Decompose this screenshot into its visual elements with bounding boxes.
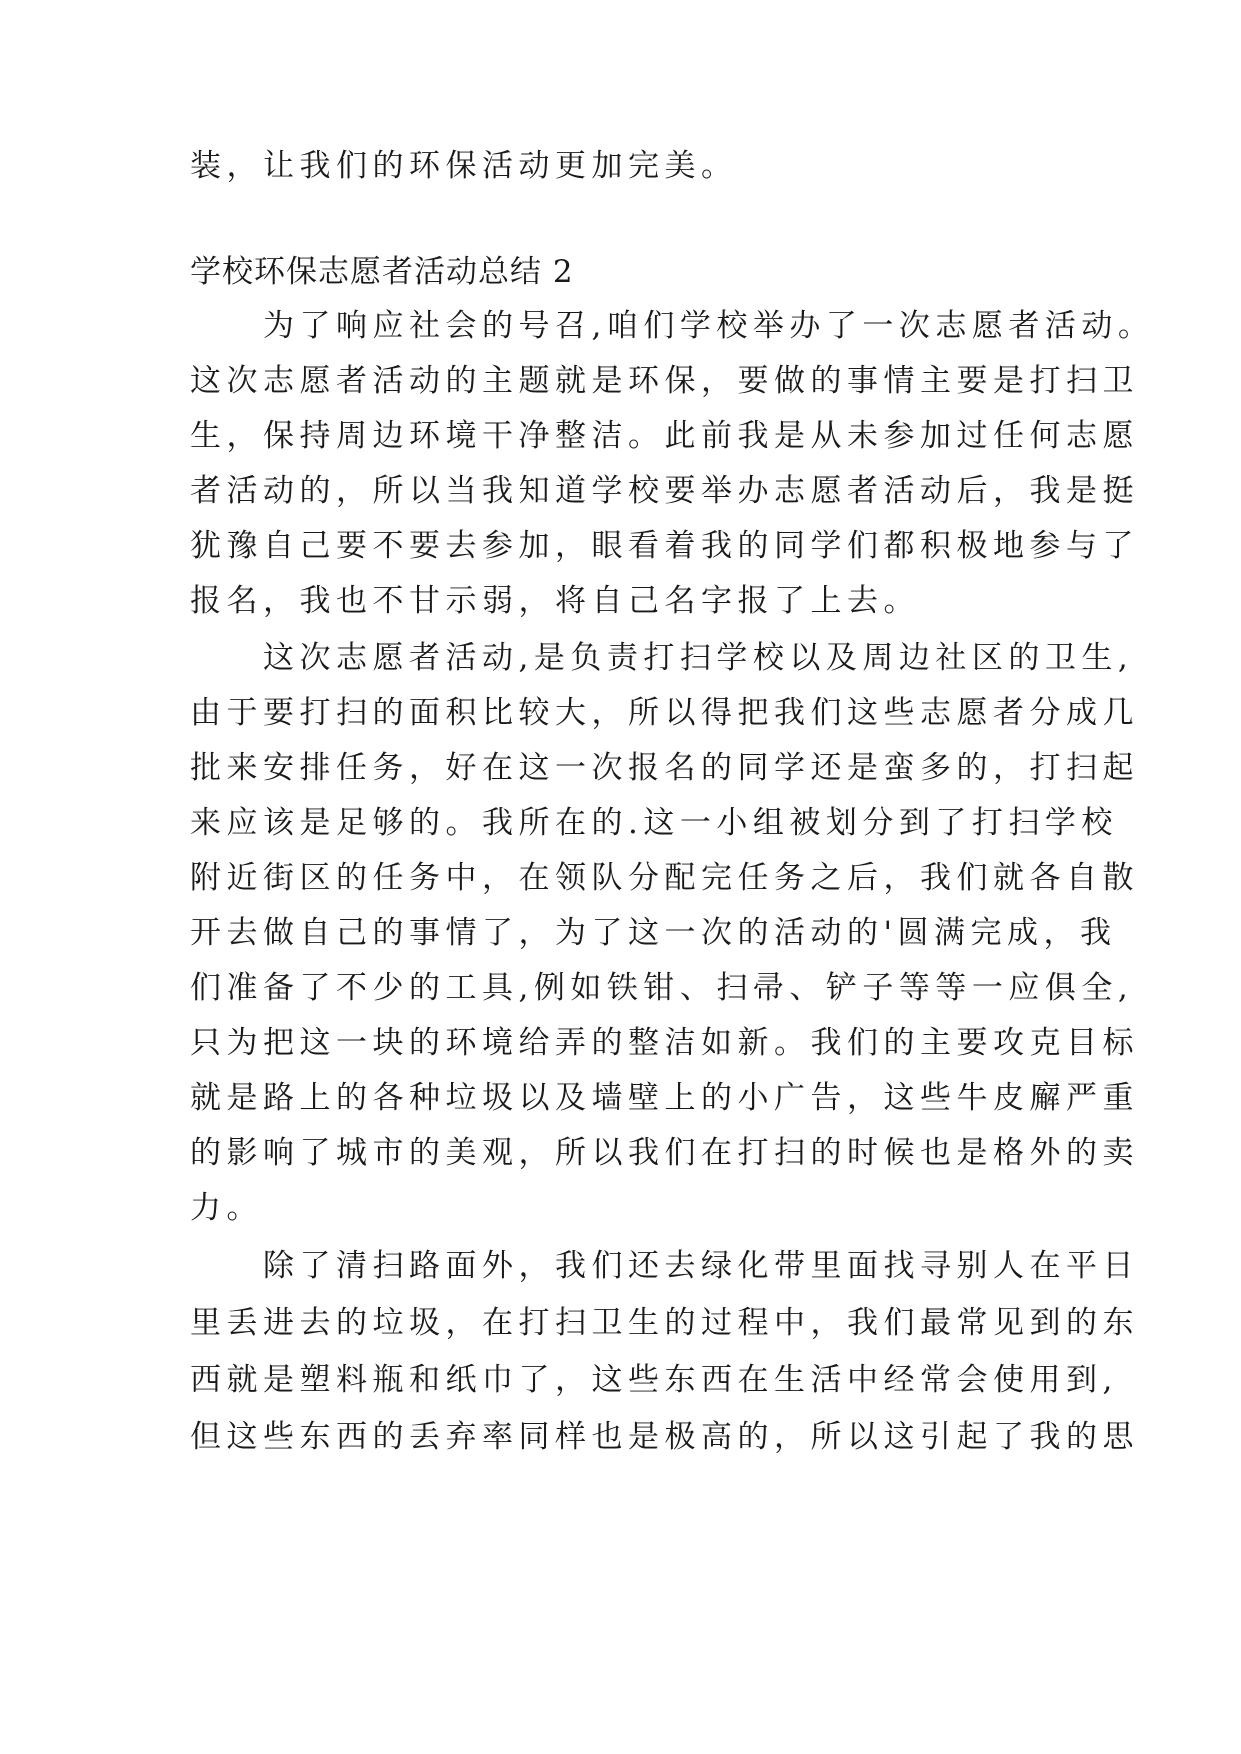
paragraph-line: 这次志愿者活动,是负责打扫学校以及周边社区的卫生, xyxy=(190,640,1134,676)
paragraph-line: 犹豫自己要不要去参加，眼看着我的同学们都积极地参与了 xyxy=(190,528,1139,564)
paragraph-line: 的影响了城市的美观，所以我们在打扫的时候也是格外的卖 xyxy=(190,1135,1139,1171)
paragraph-line: 者活动的，所以当我知道学校要举办志愿者活动后，我是挺 xyxy=(190,473,1139,509)
intro-line: 装，让我们的环保活动更加完美。 xyxy=(190,148,738,184)
section-heading: 学校环保志愿者活动总结 2 xyxy=(190,254,574,290)
paragraph-line: 们准备了不少的工具,例如铁钳、扫帚、铲子等等一应俱全, xyxy=(190,970,1134,1006)
paragraph-line: 力。 xyxy=(190,1190,263,1226)
paragraph-line: 但这些东西的丢弃率同样也是极高的，所以这引起了我的思 xyxy=(190,1419,1139,1455)
paragraph-line: 来应该是足够的。我所在的.这一小组被划分到了打扫学校 xyxy=(190,805,1118,841)
paragraph-line: 开去做自己的事情了，为了这一次的活动的'圆满完成，我 xyxy=(190,915,1117,951)
paragraph-line: 生，保持周边环境干净整洁。此前我是从未参加过任何志愿 xyxy=(190,418,1139,454)
paragraph-line: 就是路上的各种垃圾以及墙壁上的小广告，这些牛皮廨严重 xyxy=(190,1080,1139,1116)
paragraph-line: 报名，我也不甘示弱，将自己名字报了上去。 xyxy=(190,583,920,619)
paragraph-line: 为了响应社会的号召,咱们学校举办了一次志愿者活动。 xyxy=(190,308,1155,344)
paragraph-line: 批来安排任务，好在这一次报名的同学还是蛮多的，打扫起 xyxy=(190,750,1139,786)
paragraph-line: 除了清扫路面外，我们还去绿化带里面找寻别人在平日 xyxy=(190,1248,1139,1284)
paragraph-line: 由于要打扫的面积比较大，所以得把我们这些志愿者分成几 xyxy=(190,695,1139,731)
paragraph-line: 附近街区的任务中，在领队分配完任务之后，我们就各自散 xyxy=(190,860,1139,896)
paragraph-line: 这次志愿者活动的主题就是环保，要做的事情主要是打扫卫 xyxy=(190,363,1139,399)
paragraph-line: 西就是塑料瓶和纸巾了，这些东西在生活中经常会使用到, xyxy=(190,1362,1118,1398)
paragraph-line: 里丢进去的垃圾，在打扫卫生的过程中，我们最常见到的东 xyxy=(190,1305,1139,1341)
paragraph-line: 只为把这一块的环境给弄的整洁如新。我们的主要攻克目标 xyxy=(190,1025,1139,1061)
